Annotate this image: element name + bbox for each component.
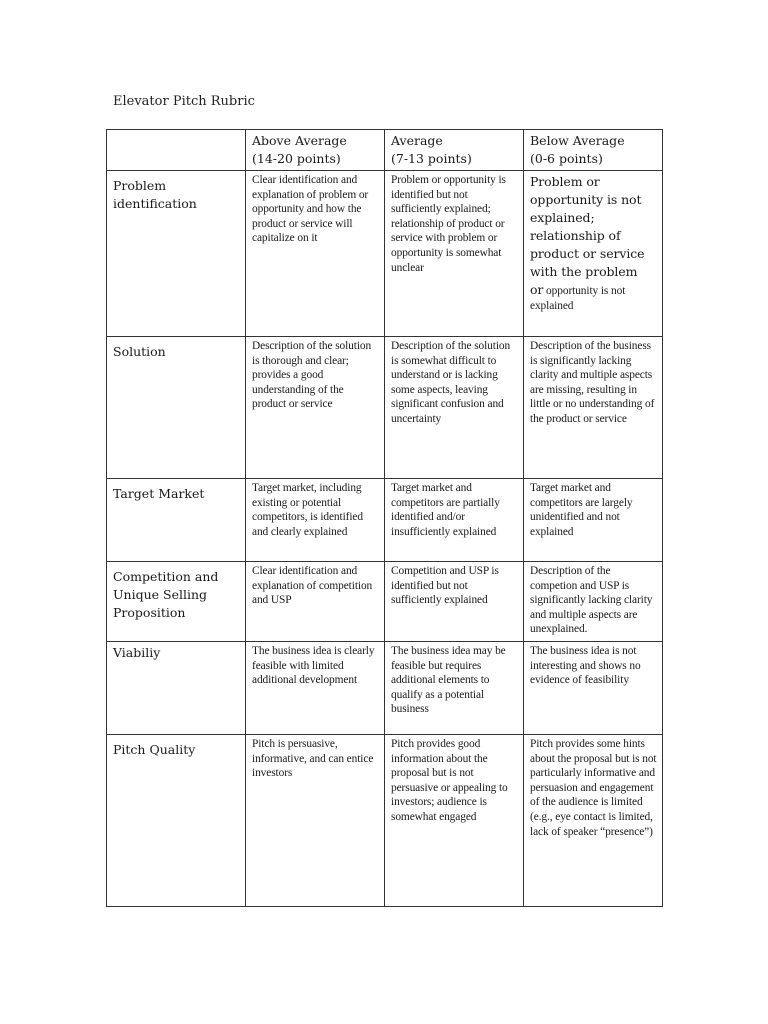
table-row — [107, 642, 663, 735]
rubric-table — [106, 129, 663, 907]
header-criterion-cell — [107, 130, 246, 171]
criterion-label: Viabiliy — [113, 645, 161, 660]
header-points: (0-6 points) — [530, 151, 603, 166]
criterion-label: Competition and — [113, 569, 219, 584]
cell-text-line: Problem or — [530, 174, 600, 189]
table-row — [107, 479, 663, 562]
header-points: (14-20 points) — [252, 151, 341, 166]
cell-text-line: explained — [530, 300, 574, 312]
criterion-target-market — [107, 479, 246, 562]
header-row — [107, 130, 663, 171]
criterion-solution — [107, 337, 246, 479]
cell-average: Pitch provides good information about the proposal but is not persuasive or appealing to investors; audience is somewhat engaged — [385, 735, 524, 907]
cell-above-average: Clear identification and explanation of problem or opportunity and how the product or service will capitalize on it — [246, 171, 385, 337]
cell-text-line: relationship of — [530, 228, 621, 243]
criterion-label: identification — [113, 196, 197, 211]
criterion-viability — [107, 642, 246, 735]
cell-text-line: product or service — [530, 246, 645, 261]
criterion-label: Proposition — [113, 605, 186, 620]
cell-below-average: Pitch provides some hints about the proposal but is not particularly informative and persuasion and engagement of the audience is limited (e.g., eye contact is limited, lack of speaker “presence”) — [524, 735, 663, 907]
cell-average: Competition and USP is identified but not sufficiently explained — [385, 562, 524, 642]
cell-text-line — [530, 281, 657, 299]
cell-average: Description of the solution is somewhat difficult to understand or is lacking some aspects, leaving significant confusion and uncertainty — [385, 337, 524, 479]
header-above-average — [246, 130, 385, 171]
cell-above-average: The business idea is clearly feasible with limited additional development — [246, 642, 385, 735]
cell-text-line: with the problem — [530, 264, 638, 279]
cell-average: The business idea may be feasible but requires additional elements to qualify as a potential business — [385, 642, 524, 735]
cell-text-line: explained; — [530, 210, 595, 225]
document-title: Elevator Pitch Rubric — [113, 94, 255, 109]
cell-above-average: Clear identification and explanation of competition and USP — [246, 562, 385, 642]
criterion-label: Problem — [113, 178, 167, 193]
cell-above-average: Target market, including existing or potential competitors, is identified and clearly explained — [246, 479, 385, 562]
cell-above-average: Description of the solution is thorough and clear; provides a good understanding of the product or service — [246, 337, 385, 479]
criterion-label: Pitch Quality — [113, 742, 196, 757]
cell-text-line: opportunity is not — [530, 192, 642, 207]
cell-above-average: Pitch is persuasive, informative, and can entice investors — [246, 735, 385, 907]
table-row — [107, 337, 663, 479]
table-row — [107, 171, 663, 337]
header-points: (7-13 points) — [391, 151, 472, 166]
cell-below-average: Description of the business is significantly lacking clarity and multiple aspects are missing, resulting in little or no understanding of the product or service — [524, 337, 663, 479]
header-label: Average — [391, 133, 443, 148]
cell-average: Target market and competitors are partially identified and/or insufficiently explained — [385, 479, 524, 562]
criterion-competition-usp — [107, 562, 246, 642]
cell-below-average: Target market and competitors are largely unidentified and not explained — [524, 479, 663, 562]
table-row — [107, 735, 663, 907]
criterion-problem-identification — [107, 171, 246, 337]
criterion-pitch-quality — [107, 735, 246, 907]
criterion-label: Target Market — [113, 486, 205, 501]
table-row — [107, 562, 663, 642]
cell-below-average — [524, 171, 663, 337]
header-below-average — [524, 130, 663, 171]
header-average — [385, 130, 524, 171]
cell-average: Problem or opportunity is identified but not sufficiently explained; relationship of product or service with problem or opportunity is somewhat unclear — [385, 171, 524, 337]
header-label: Below Average — [530, 133, 625, 148]
cell-text-fragment: or — [530, 282, 544, 297]
criterion-label: Solution — [113, 344, 166, 359]
criterion-label: Unique Selling — [113, 587, 208, 602]
cell-below-average: The business idea is not interesting and shows no evidence of feasibility — [524, 642, 663, 735]
cell-below-average: Description of the competion and USP is significantly lacking clarity and multiple aspects are unexplained. — [524, 562, 663, 642]
header-label: Above Average — [252, 133, 347, 148]
cell-text-fragment: opportunity is not — [543, 285, 626, 297]
